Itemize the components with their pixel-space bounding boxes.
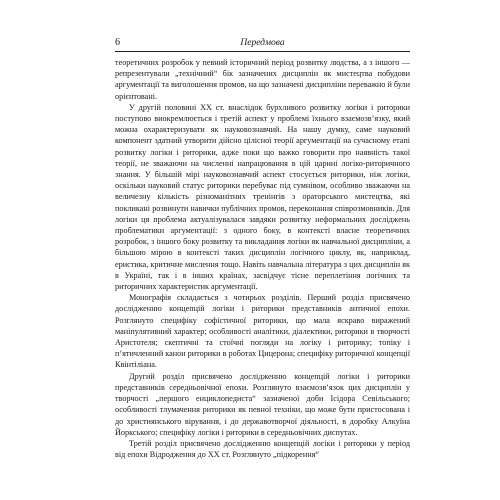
- body-text: [115, 57, 410, 460]
- paragraph: Другий розділ присвячено дослідженню концепцій логіки і риторики представників середньовічної епохи. Розглянуто взаємозв’язок цих дисциплін у творчості „першого енциклопедиста“ зазначеної доби Ісідора Севільського; особливості тлумачення риторики як певної техніки, що може бути пристосована і до християнського вірування, і до державотворчої діяльності, в доробку Алкуїна Йоркського; специфіку логіки і риторики в середньовічних диспутах.: [115, 371, 410, 437]
- paragraph: Монографія складається з чотирьох розділів. Перший розділ присвячено дослідженню концепцій логіки і риторики представників античної епохи. Розглянуто специфіку софістичної риторики, що мала яскраво виражений маніпулятивний характер; особливості аналітики, діалектики, риторики в творчості Аристотеля; скептичні та стоїчні погляди на логіку і риторику; топіку і пʼятичленний канон риторики в роботах Цицерона; специфіку риторичної концепції Квінтіліана.: [115, 293, 410, 370]
- paragraph: У другій половині XX ст. внаслідок бурхливого розвитку логіки і риторики поступово виокремлюється і третій аспект у проблемі їхнього взаємозв’язку, який можна охарактеризувати як науковознавчий. На нашу думку, саме науковий компонент здатний утворити дійсно цілісної теорії аргументації на сучасному етапі розвитку логіки і риторики, адже поки що важко говорити про наявність такої теорії, не зважаючи на численні напрацювання в цій царині логіко-риторичного знання. У більшій мірі науковознавчий аспект стосується риторики, ніж логіки, оскільки науковий статус риторики перебуває під сумнівом, особливо зважаючи на величезну кількість різноманітних тренінгів з ораторського мистецтва, які покликані розвинути навички публічних промов, переконання співрозмовників. Для логіки ця проблема актуалізувалася завдяки розвитку неформальних досліджень проблематики аргументації: з одного боку, в контексті власне теоретичних розробок, з іншого боку розвитку та викладання логіки як навчальної дисципліни, а більшою мірою в контексті таких дисциплін логічного циклу, як, наприклад, еристика, критичне мислення тощо. Навіть навчальна література з цих дисциплін як в Україні, так і в інших країнах, засвідчує тісне переплетіння логічних та риторичних характеристик аргументації.: [115, 102, 410, 292]
- running-title: Передмова: [240, 38, 285, 48]
- paragraph: Третій розділ присвячено дослідженню концепцій логіки і риторики у період від епохи Відродження до XX ст. Розглянуто „підкорення“: [115, 438, 410, 460]
- page-number: 6: [115, 37, 120, 48]
- running-header: [115, 37, 410, 52]
- paragraph-continuation: теоретичних розробок у певний історичний період розвитку людства, а з іншого — репрезентували „технічний“ бік зазначених дисциплін як мистецтва побудови аргументації та виголошення промов, на що зазначені дисципліни переважно й були орієнтовані.: [115, 58, 410, 101]
